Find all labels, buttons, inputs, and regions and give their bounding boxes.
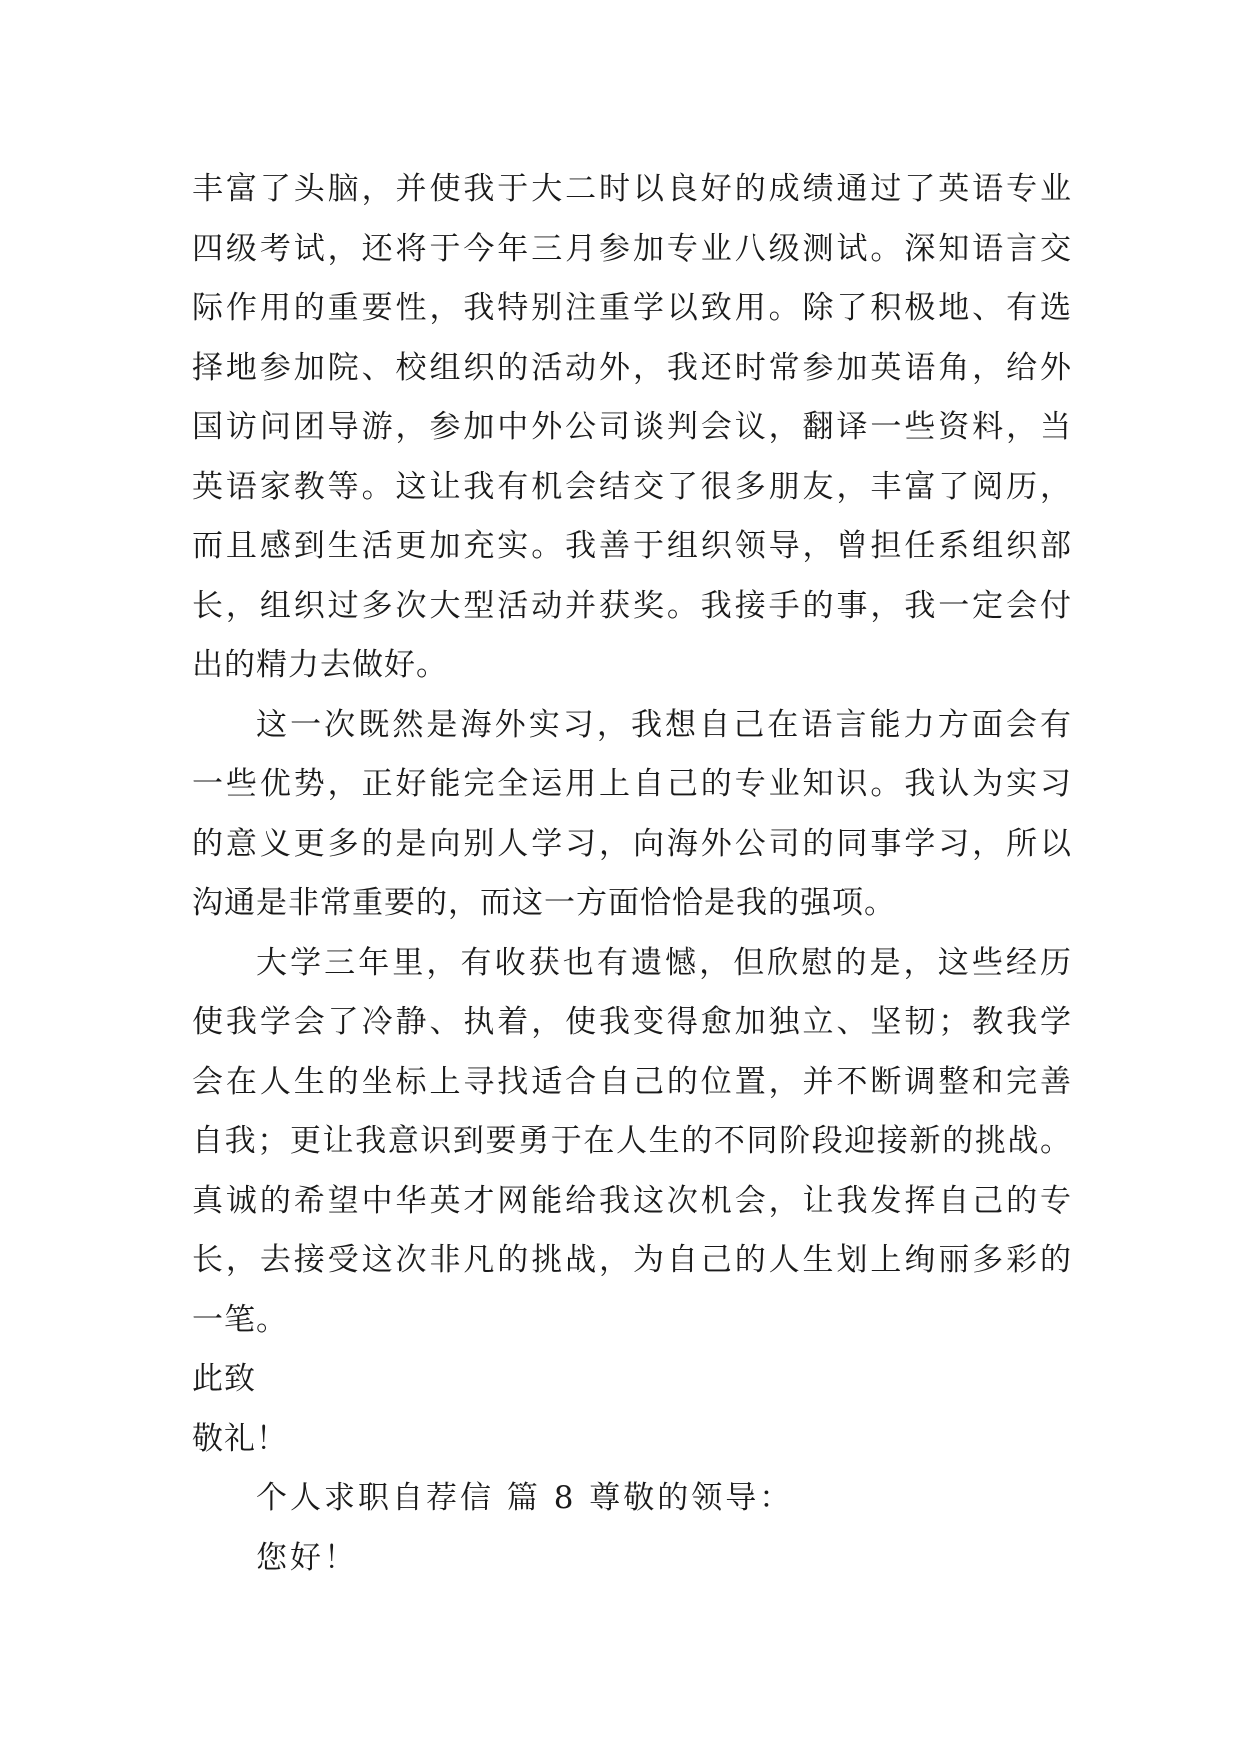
letter-heading: 个人求职自荐信 篇 8 尊敬的领导： <box>256 1480 794 1516</box>
text-line: 丰富了头脑，并使我于大二时以良好的成绩通过了英语专业 <box>192 171 1072 207</box>
text-line: 真诚的希望中华英才网能给我这次机会，让我发挥自己的专 <box>192 1182 1072 1219</box>
text-line: 而且感到生活更加充实。我善于组织领导，曾担任系组织部 <box>192 528 1072 564</box>
text-line: 的意义更多的是向别人学习，向海外公司的同事学习，所以 <box>192 825 1072 862</box>
text-line: 择地参加院、校组织的活动外，我还时常参加英语角，给外 <box>192 349 1072 386</box>
text-line: 英语家教等。这让我有机会结交了很多朋友，丰富了阅历， <box>192 468 1072 505</box>
text-line: 一些优势，正好能完全运用上自己的专业知识。我认为实习 <box>192 766 1072 802</box>
text-line: 这一次既然是海外实习，我想自己在语言能力方面会有 <box>256 706 1072 743</box>
text-line: 自我；更让我意识到要勇于在人生的不同阶段迎接新的挑战。 <box>192 1123 1072 1159</box>
text-line: 际作用的重要性，我特别注重学以致用。除了积极地、有选 <box>192 290 1072 326</box>
greeting: 您好！ <box>256 1539 358 1576</box>
text-line: 使我学会了冷静、执着，使我变得愈加独立、坚韧；教我学 <box>192 1004 1072 1040</box>
text-line: 国访问团导游，参加中外公司谈判会议，翻译一些资料，当 <box>192 409 1072 445</box>
text-line: 长，组织过多次大型活动并获奖。我接手的事，我一定会付 <box>192 587 1072 624</box>
text-line: 出的精力去做好。 <box>192 647 448 683</box>
closing-salutation: 此致 <box>192 1361 256 1397</box>
text-line: 长，去接受这次非凡的挑战，为自己的人生划上绚丽多彩的 <box>192 1242 1072 1278</box>
text-line: 沟通是非常重要的，而这一方面恰恰是我的强项。 <box>192 885 896 921</box>
text-line: 大学三年里，有收获也有遗憾，但欣慰的是，这些经历 <box>256 944 1072 981</box>
closing-regards: 敬礼！ <box>192 1420 288 1457</box>
letter-body <box>192 160 1072 1588</box>
text-line: 四级考试，还将于今年三月参加专业八级测试。深知语言交 <box>192 230 1072 267</box>
text-line: 一笔。 <box>192 1301 288 1338</box>
text-line: 会在人生的坐标上寻找适合自己的位置，并不断调整和完善 <box>192 1063 1072 1100</box>
